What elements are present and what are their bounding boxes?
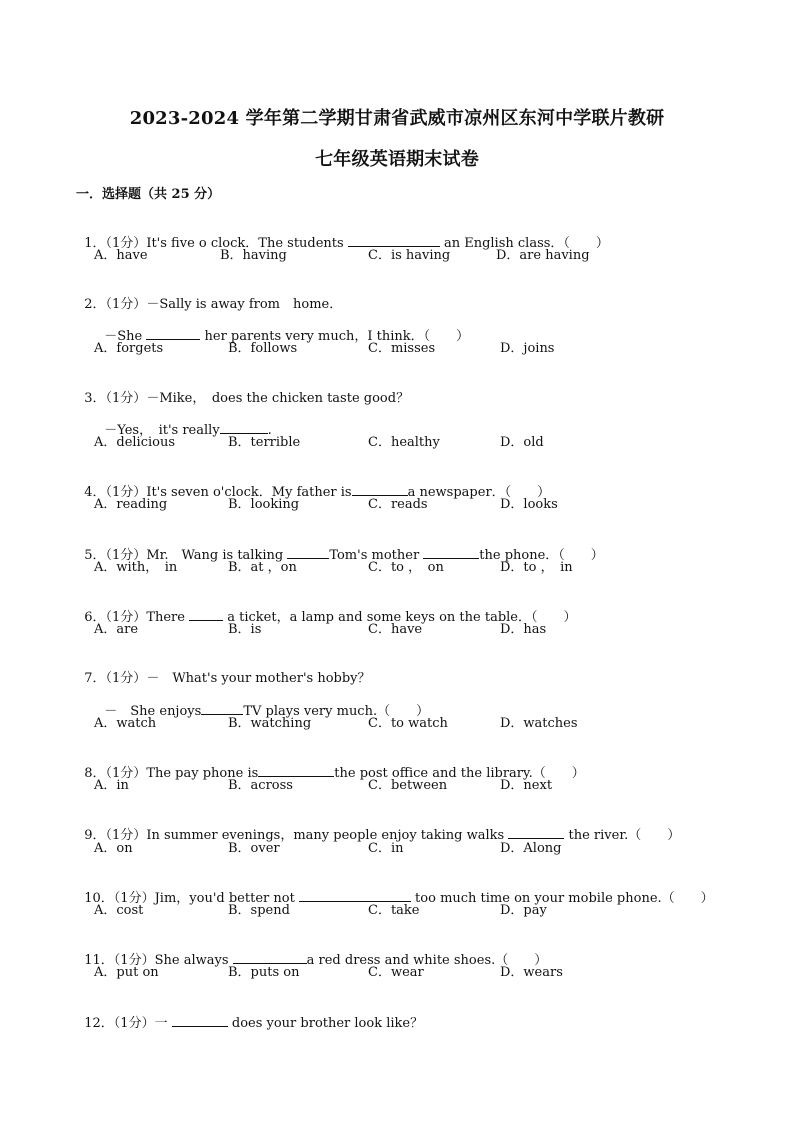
- question-text: － She enjoys: [104, 704, 202, 719]
- option-c[interactable]: C．misses: [368, 341, 436, 356]
- question-text: Jim，you'd better not: [154, 891, 299, 906]
- option-d[interactable]: D．looks: [500, 497, 558, 512]
- option-c[interactable]: C．healthy: [368, 435, 440, 450]
- question-text: She always: [154, 953, 233, 968]
- question-text: Mr. Wang is talking: [146, 548, 288, 563]
- option-c[interactable]: C．wear: [368, 965, 424, 980]
- answer-blank: [146, 327, 200, 340]
- option-a[interactable]: A．on: [94, 841, 133, 856]
- option-a[interactable]: A．forgets: [94, 341, 164, 356]
- option-d[interactable]: D．wears: [500, 965, 563, 980]
- question-number: 6．（1分）: [84, 610, 147, 625]
- question-text: the river.（ ）: [564, 828, 681, 843]
- option-d[interactable]: D．pay: [500, 903, 547, 918]
- answer-blank: [287, 546, 329, 559]
- answer-blank: [348, 234, 440, 247]
- question-number: 5．（1分）: [84, 548, 147, 563]
- option-a[interactable]: A．cost: [94, 903, 144, 918]
- option-b[interactable]: B．at ，on: [228, 560, 297, 575]
- option-b[interactable]: B．having: [220, 248, 287, 263]
- question-number: 11．（1分）: [84, 953, 155, 968]
- option-c[interactable]: C．reads: [368, 497, 428, 512]
- question-number: 7．（1分）: [84, 671, 147, 686]
- option-a[interactable]: A．reading: [94, 497, 168, 512]
- question-stem: － What's your mother's hobby？: [146, 671, 371, 686]
- question-text: －Yes， it's really: [104, 423, 220, 438]
- question-number: 10．（1分）: [84, 891, 155, 906]
- question-text: an English class．（ ）: [439, 236, 609, 251]
- answer-blank: [233, 951, 307, 964]
- option-c[interactable]: C．to watch: [368, 716, 448, 731]
- question-text: 一: [154, 1016, 172, 1031]
- option-c[interactable]: C．is having: [368, 248, 451, 263]
- option-a[interactable]: A．have: [94, 248, 148, 263]
- option-b[interactable]: B．watching: [228, 716, 312, 731]
- answer-blank: [258, 764, 334, 777]
- question-text: a red dress and white shoes.（ ）: [306, 953, 548, 968]
- question-text: The pay phone is: [146, 766, 259, 781]
- question-number: 4．（1分）: [84, 485, 147, 500]
- option-b[interactable]: B．over: [228, 841, 280, 856]
- question-number: 1．（1分）: [84, 236, 147, 251]
- option-a[interactable]: A．delicious: [94, 435, 176, 450]
- option-b[interactable]: B．follows: [228, 341, 298, 356]
- section-heading: 一．选择题（共 25 分）: [76, 187, 221, 202]
- question-stem: －Mike， does the chicken taste good？: [146, 391, 410, 406]
- question-stem: －Sally is away from home．: [146, 297, 343, 312]
- question-number: 3．（1分）: [84, 391, 147, 406]
- question-12: [76, 996, 423, 1033]
- question-number: 9．（1分）: [84, 828, 147, 843]
- option-d[interactable]: D．old: [500, 435, 544, 450]
- answer-blank: [423, 546, 479, 559]
- question-text: －She: [104, 329, 147, 344]
- question-text: a newspaper．（ ）: [407, 485, 551, 500]
- question-text: In summer evenings，many people enjoy taking walks: [146, 828, 509, 843]
- question-text: too much time on your mobile phone.（ ）: [410, 891, 714, 906]
- question-text: a ticket，a lamp and some keys on the table．（ ）: [223, 610, 577, 625]
- question-number: 12．（1分）: [84, 1016, 155, 1031]
- question-number: 2．（1分）: [84, 297, 147, 312]
- option-c[interactable]: C．between: [368, 778, 448, 793]
- option-d[interactable]: D．next: [500, 778, 553, 793]
- question-text: the post office and the library.（ ）: [334, 766, 585, 781]
- option-a[interactable]: A．in: [94, 778, 129, 793]
- question-text: Tom's mother: [329, 548, 424, 563]
- option-c[interactable]: C．take: [368, 903, 420, 918]
- answer-blank: [189, 608, 223, 621]
- option-b[interactable]: B．looking: [228, 497, 300, 512]
- option-a[interactable]: A．watch: [94, 716, 157, 731]
- option-c[interactable]: C．to ， on: [368, 560, 444, 575]
- option-d[interactable]: D．are having: [496, 248, 590, 263]
- question-text: It's five o clock．The students: [146, 236, 348, 251]
- question-text: her parents very much，I think．（ ）: [200, 329, 470, 344]
- answer-blank: [220, 421, 268, 434]
- answer-blank: [352, 483, 408, 496]
- option-d[interactable]: D．watches: [500, 716, 578, 731]
- option-c[interactable]: C．have: [368, 622, 423, 637]
- option-a[interactable]: A．are: [94, 622, 139, 637]
- question-7: [76, 652, 371, 688]
- option-a[interactable]: A．with， in: [94, 560, 178, 575]
- question-text: It's seven o'clock．My father is: [146, 485, 352, 500]
- option-d[interactable]: D．Along: [500, 841, 562, 856]
- answer-blank: [201, 702, 243, 715]
- question-number: 8．（1分）: [84, 766, 147, 781]
- question-text: There: [146, 610, 190, 625]
- option-b[interactable]: B．terrible: [228, 435, 301, 450]
- answer-blank: [508, 826, 564, 839]
- option-a[interactable]: A．put on: [94, 965, 159, 980]
- question-text: TV plays very much.（ ）: [243, 704, 430, 719]
- question-text: does your brother look like？: [227, 1016, 424, 1031]
- option-b[interactable]: B．is: [228, 622, 262, 637]
- option-b[interactable]: B．spend: [228, 903, 290, 918]
- exam-title-line2: 七年级英语期末试卷: [315, 149, 479, 170]
- option-c[interactable]: C．in: [368, 841, 404, 856]
- exam-title-line1: 2023-2024 学年第二学期甘肃省武威市凉州区东河中学联片教研: [129, 108, 665, 129]
- answer-blank: [172, 1014, 228, 1027]
- option-d[interactable]: D．to ， in: [500, 560, 573, 575]
- question-text: the phone．（ ）: [479, 548, 604, 563]
- answer-blank: [299, 889, 411, 902]
- option-d[interactable]: D．has: [500, 622, 547, 637]
- option-b[interactable]: B．puts on: [228, 965, 300, 980]
- option-b[interactable]: B．across: [228, 778, 293, 793]
- option-d[interactable]: D．joins: [500, 341, 555, 356]
- question-text: .: [267, 423, 272, 438]
